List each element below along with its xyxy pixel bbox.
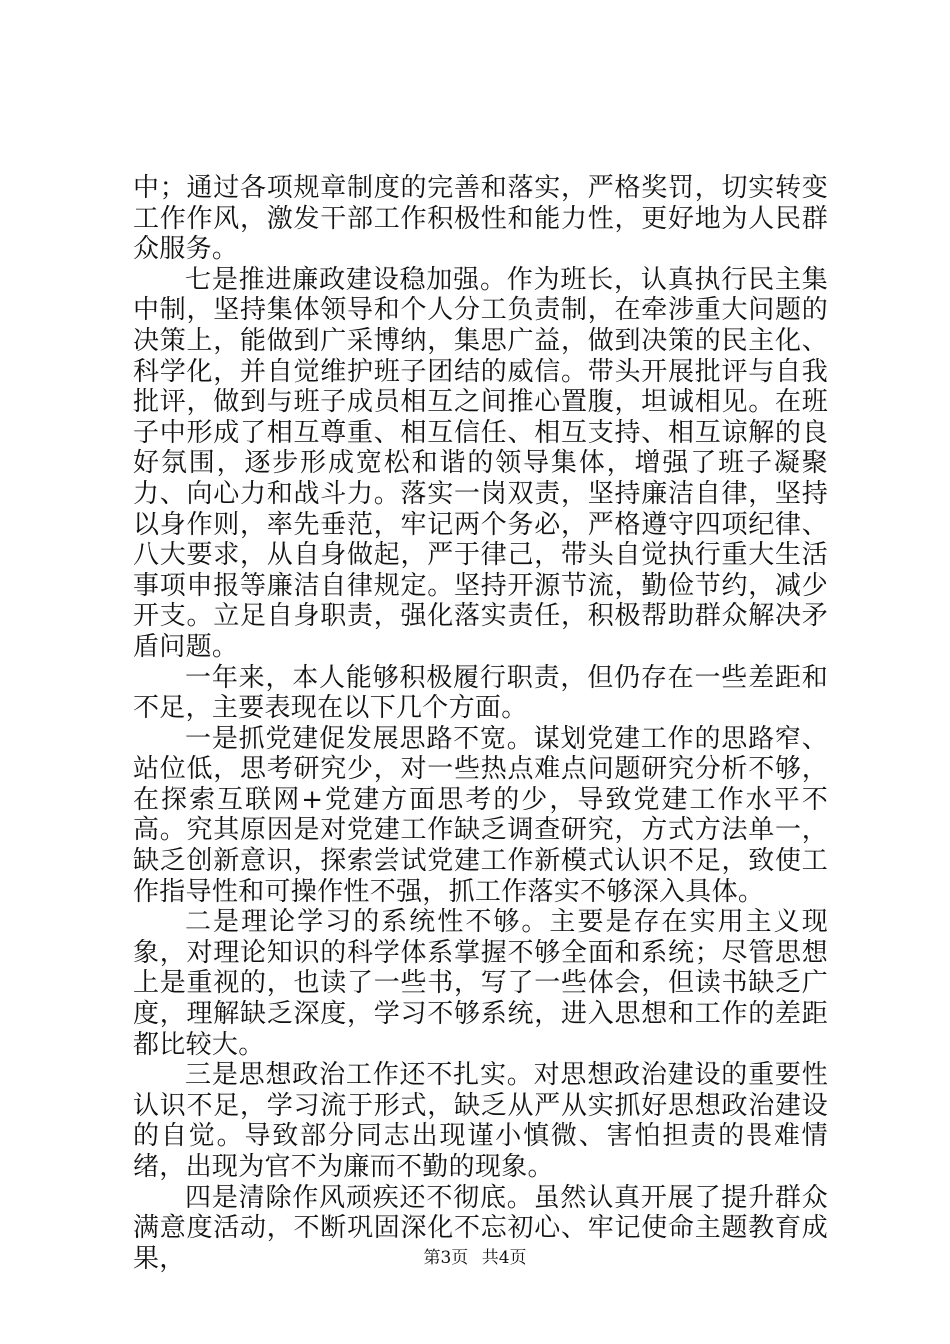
document-body (133, 173, 828, 1274)
page-total: 共4页 (481, 1248, 527, 1268)
paragraph-shortcomings-intro: 一年来，本人能够积极履行职责，但仍存在一些差距和不足，主要表现在以下几个方面。 (133, 662, 828, 724)
paragraph-theory-study-issue: 二是理论学习的系统性不够。主要是存在实用主义现象，对理论知识的科学体系掌握不够全面和系统；尽管思想上是重视的，也读了一些书，写了一些体会，但读书缺乏广度，理解缺乏深度，学习不够系统，进入思想和工作的差距都比较大。 (133, 907, 828, 1060)
page-footer (0, 1247, 950, 1269)
paragraph-political-work-issue: 三是思想政治工作还不扎实。对思想政治建设的重要性认识不足，学习流于形式，缺乏从严从实抓好思想政治建设的自觉。导致部分同志出现谨小慎微、害怕担责的畏难情绪，出现为官不为廉而不勤的现象。 (133, 1060, 828, 1182)
paragraph-integrity-building: 七是推进廉政建设稳加强。作为班长，认真执行民主集中制，坚持集体领导和个人分工负责制，在牵涉重大问题的决策上，能做到广采博纳，集思广益，做到决策的民主化、科学化，并自觉维护班子团结的威信。带头开展批评与自我批评，做到与班子成员相互之间推心置腹，坦诚相见。在班子中形成了相互尊重、相互信任、相互支持、相互谅解的良好氛围，逐步形成宽松和谐的领导集体，增强了班子凝聚力、向心力和战斗力。落实一岗双责，坚持廉洁自律，坚持以身作则，率先垂范，牢记两个务必，严格遵守四项纪律、八大要求，从自身做起，严于律己，带头自觉执行重大生活事项申报等廉洁自律规定。坚持开源节流，勤俭节约，减少开支。立足自身职责，强化落实责任，积极帮助群众解决矛盾问题。 (133, 264, 828, 662)
page-number: 第3页 (423, 1248, 469, 1268)
paragraph-work-style-issue: 四是清除作风顽疾还不彻底。虽然认真开展了提升群众满意度活动，不断巩固深化不忘初心、牢记使命主题教育成果， (133, 1182, 828, 1274)
paragraph-continuation: 中；通过各项规章制度的完善和落实，严格奖罚，切实转变工作作风，激发干部工作积极性和能力性，更好地为人民群众服务。 (133, 173, 828, 265)
paragraph-party-building-issue: 一是抓党建促发展思路不宽。谋划党建工作的思路窄、站位低，思考研究少，对一些热点难点问题研究分析不够，在探索互联网+党建方面思考的少，导致党建工作水平不高。究其原因是对党建工作缺乏调查研究，方式方法单一，缺乏创新意识，探索尝试党建工作新模式认识不足，致使工作指导性和可操作性不强，抓工作落实不够深入具体。 (133, 723, 828, 907)
